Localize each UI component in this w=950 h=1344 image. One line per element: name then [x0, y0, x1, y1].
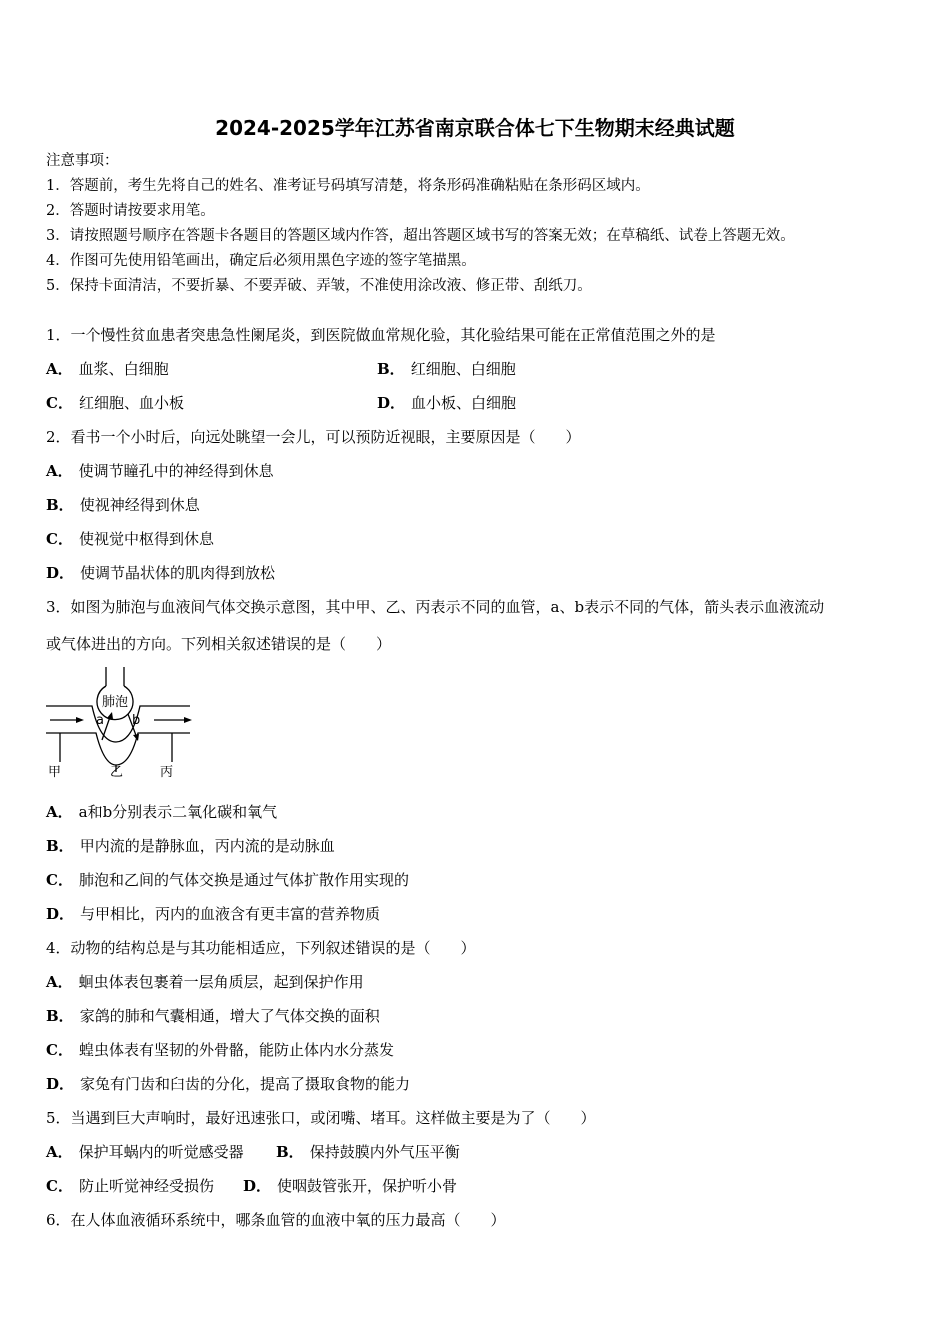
option-d: D． 使咽鼓管张开，保护听小骨 [243, 1177, 458, 1195]
note-item: 1．答题前，考生先将自己的姓名、准考证号码填写清楚，将条形码准确粘贴在条形码区域内。 [46, 178, 650, 194]
note-item: 5．保持卡面清洁，不要折暴、不要弄破、弄皱，不准使用涂改液、修正带、刮纸刀。 [46, 278, 592, 294]
question-3-stem-cont: 或气体进出的方向。下列相关叙述错误的是（ ） [46, 635, 392, 653]
option-a: A． a和b分别表示二氧化碳和氧气 [46, 803, 278, 821]
question-6-stem: 6．在人体血液循环系统中，哪条血管的血液中氧的压力最高（ ） [46, 1211, 506, 1229]
option-c: C． 蝗虫体表有坚韧的外骨骼，能防止体内水分蒸发 [46, 1041, 394, 1059]
option-d: D． 家兔有门齿和臼齿的分化，提高了摄取食物的能力 [46, 1075, 411, 1093]
option-d: D． 血小板、白细胞 [377, 394, 517, 412]
question-5-stem: 5．当遇到巨大声响时，最好迅速张口，或闭嘴、堵耳。这样做主要是为了（ ） [46, 1109, 596, 1127]
option-b: B． 家鸽的肺和气囊相通，增大了气体交换的面积 [46, 1007, 380, 1025]
option-a: A． 血浆、白细胞 [46, 360, 169, 378]
alveolus-label: 肺泡 [102, 695, 129, 710]
note-item: 4．作图可先使用铅笔画出，确定后必须用黑色字迹的签字笔描黑。 [46, 253, 476, 269]
option-a: A． 使调节瞳孔中的神经得到休息 [46, 462, 274, 480]
option-a: A． 保护耳蜗内的听觉感受器 [46, 1143, 244, 1161]
option-b: B． 使视神经得到休息 [46, 496, 200, 514]
question-1-stem: 1．一个慢性贫血患者突患急性阑尾炎，到医院做血常规化验，其化验结果可能在正常值范围之外的是 [46, 326, 716, 344]
question-2-stem: 2．看书一个小时后，向远处眺望一会儿，可以预防近视眼，主要原因是（ ） [46, 428, 581, 446]
option-d: D． 使调节晶状体的肌肉得到放松 [46, 564, 276, 582]
option-c: C． 使视觉中枢得到休息 [46, 530, 214, 548]
question-4-stem: 4．动物的结构总是与其功能相适应，下列叙述错误的是（ ） [46, 939, 476, 957]
question-3-stem: 3．如图为肺泡与血液间气体交换示意图，其中甲、乙、丙表示不同的血管，a、b表示不同的气体，箭头表示血液流动 [46, 598, 825, 616]
option-c: C． 红细胞、血小板 [46, 394, 184, 412]
note-item: 2．答题时请按要求用笔。 [46, 203, 215, 219]
gas-a-label: a [96, 713, 104, 728]
note-item: 3．请按照题号顺序在答题卡各题目的答题区域内作答，超出答题区域书写的答案无效；在草稿纸、试卷上答题无效。 [46, 228, 795, 244]
option-a: A． 蛔虫体表包裹着一层角质层，起到保护作用 [46, 973, 364, 991]
vessel-bing-label: 丙 [160, 765, 174, 780]
vessel-yi-label: 乙 [110, 765, 124, 780]
option-b: B． 甲内流的是静脉血，丙内流的是动脉血 [46, 837, 335, 855]
gas-b-label: b [132, 713, 141, 728]
vessel-jia-label: 甲 [48, 765, 62, 780]
option-b: B． 保持鼓膜内外气压平衡 [276, 1143, 460, 1161]
option-c: C． 肺泡和乙间的气体交换是通过气体扩散作用实现的 [46, 871, 409, 889]
option-b: B． 红细胞、白细胞 [377, 360, 516, 378]
notes-heading: 注意事项： [46, 153, 119, 169]
page-title: 2024-2025学年江苏省南京联合体七下生物期末经典试题 [215, 116, 735, 140]
option-c: C． 防止听觉神经受损伤 [46, 1177, 214, 1195]
option-d: D． 与甲相比，丙内的血液含有更丰富的营养物质 [46, 905, 381, 923]
alveolus-gas-exchange-diagram [44, 662, 194, 780]
